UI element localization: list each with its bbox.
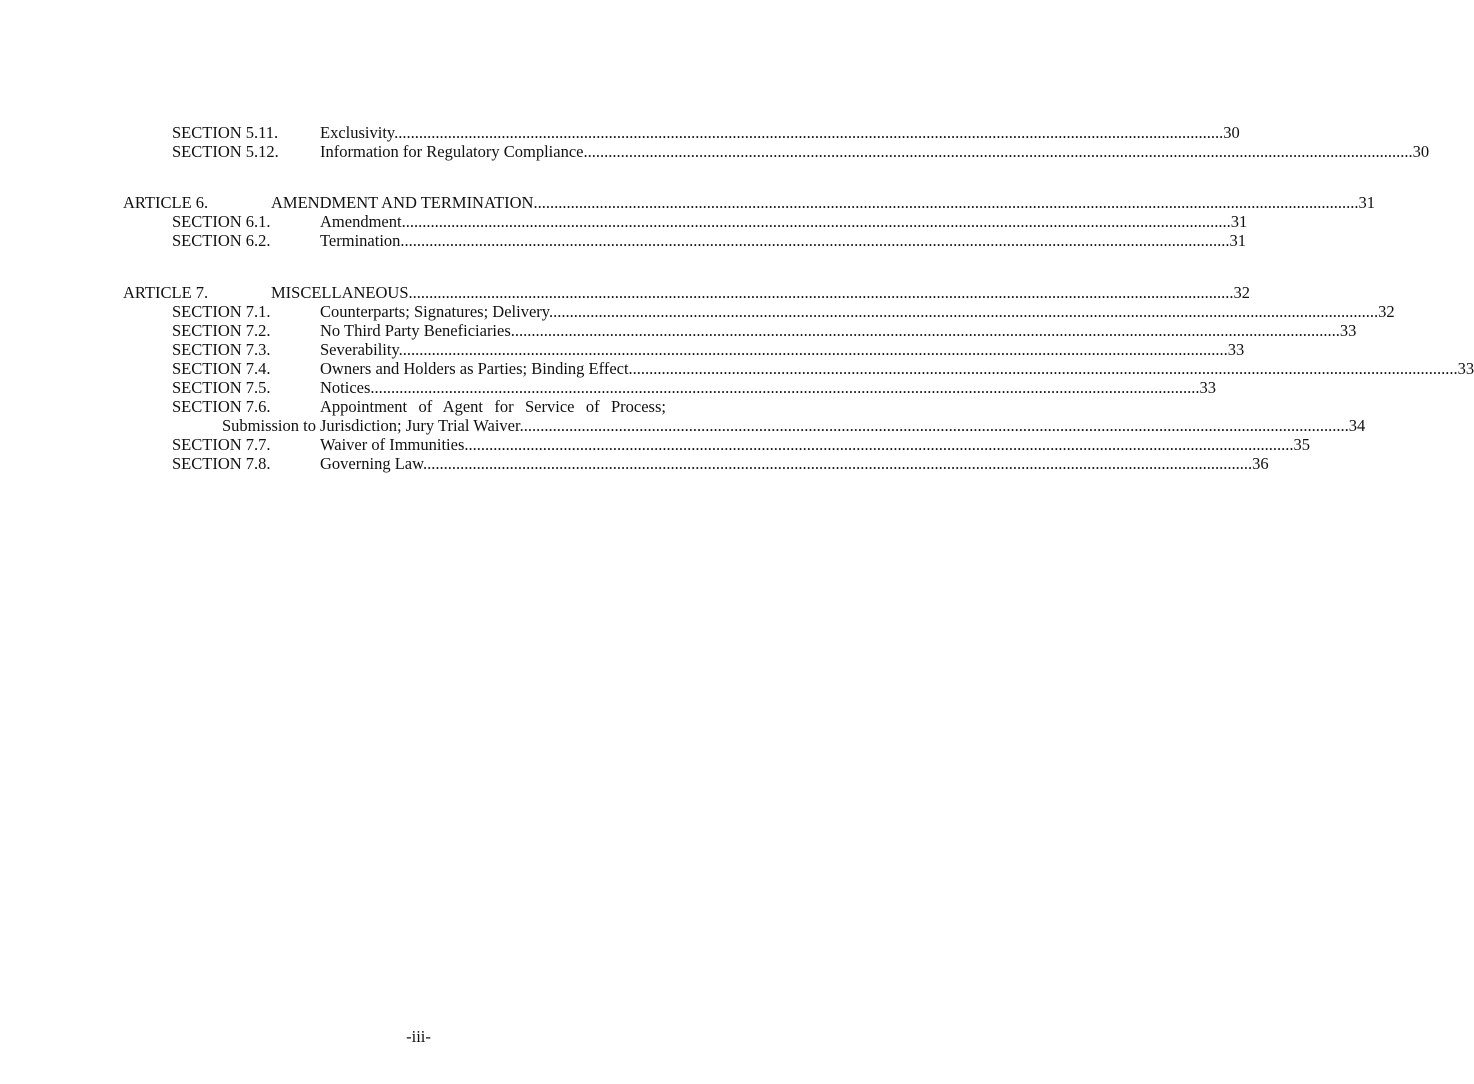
- section-label: SECTION 6.1.: [172, 212, 271, 231]
- page-number: 33: [1339, 321, 1357, 340]
- dot-leader: ........................................................................................................................................................................................................: [404, 231, 1230, 250]
- section-title: Severability.: [320, 340, 403, 359]
- article-label: ARTICLE 7.: [123, 283, 209, 302]
- dot-leader: ........................................................................................................................................................................................................: [398, 123, 1224, 142]
- section-title: Appointment of Agent for Service of Process;: [320, 397, 666, 416]
- dot-leader: ........................................................................................................................................................................................................: [374, 378, 1200, 397]
- toc-entry: [0, 123, 1240, 142]
- page-number: 30: [1223, 123, 1240, 142]
- section-label: SECTION 7.8.: [172, 454, 271, 473]
- section-label: SECTION 7.3.: [172, 340, 271, 359]
- article-title: MISCELLANEOUS: [271, 283, 409, 302]
- dot-leader: ........................................................................................................................................................................................................: [427, 454, 1253, 473]
- dot-leader: ........................................................................................................................................................................................................: [402, 340, 1228, 359]
- section-title: Amendment.: [320, 212, 406, 231]
- toc-entry: [0, 454, 1269, 473]
- toc-entry: [0, 378, 1217, 397]
- section-title: Counterparts; Signatures; Delivery.: [320, 302, 554, 321]
- toc-entry: [0, 340, 1245, 359]
- article-label: ARTICLE 6.: [123, 193, 209, 212]
- dot-leader: ........................................................................................................................................................................................................: [632, 359, 1458, 378]
- toc-entry: [0, 302, 1395, 321]
- page-number: 32: [1233, 283, 1251, 302]
- section-label: SECTION 7.6.: [172, 397, 271, 416]
- toc-article: [0, 283, 1251, 302]
- section-label: SECTION 7.5.: [172, 378, 271, 397]
- dot-leader: ........................................................................................................................................................................................................: [533, 193, 1359, 212]
- section-title: Exclusivity.: [320, 123, 399, 142]
- section-label: SECTION 7.7.: [172, 435, 271, 454]
- page-number: 33: [1227, 340, 1245, 359]
- dot-leader: ........................................................................................................................................................................................................: [405, 212, 1231, 231]
- toc-entry: [0, 321, 1357, 340]
- dot-leader: ........................................................................................................................................................................................................: [523, 416, 1349, 435]
- section-title: No Third Party Beneficiaries.: [320, 321, 515, 340]
- section-title-prefix: Submission to: [222, 416, 316, 435]
- toc-entry-continuation: [0, 416, 1366, 435]
- section-title: Jurisdiction; Jury Trial Waiver.: [320, 416, 524, 435]
- section-title: Waiver of Immunities.: [320, 435, 469, 454]
- section-label: SECTION 7.2.: [172, 321, 271, 340]
- dot-leader: ........................................................................................................................................................................................................: [408, 283, 1234, 302]
- page-number: 36: [1252, 454, 1269, 473]
- page-number: 35: [1293, 435, 1311, 454]
- page-footer-number: -iii-: [406, 1027, 431, 1046]
- section-title: Governing Law.: [320, 454, 428, 473]
- dot-leader: ........................................................................................................................................................................................................: [514, 321, 1340, 340]
- toc-entry: [0, 231, 1247, 250]
- section-title: Information for Regulatory Compliance.: [320, 142, 588, 161]
- toc-article: [0, 193, 1375, 212]
- toc-entry: [0, 435, 1311, 454]
- section-label: SECTION 5.12.: [172, 142, 279, 161]
- page-number: 31: [1230, 212, 1248, 231]
- section-title: Termination.: [320, 231, 405, 250]
- dot-leader: ........................................................................................................................................................................................................: [587, 142, 1413, 161]
- page-number: 30: [1412, 142, 1430, 161]
- section-label: SECTION 7.1.: [172, 302, 271, 321]
- dot-leader: ........................................................................................................................................................................................................: [468, 435, 1294, 454]
- toc-entry: [0, 397, 837, 416]
- section-label: SECTION 7.4.: [172, 359, 271, 378]
- page-number: 33: [1199, 378, 1217, 397]
- page-number: 32: [1378, 302, 1395, 321]
- page-number: 33: [1457, 359, 1474, 378]
- page-number: 34: [1348, 416, 1366, 435]
- page-number: 31: [1358, 193, 1375, 212]
- toc-entry: [0, 212, 1248, 231]
- section-title: Owners and Holders as Parties; Binding Effect.: [320, 359, 633, 378]
- section-label: SECTION 6.2.: [172, 231, 271, 250]
- dot-leader: ........................................................................................................................................................................................................: [553, 302, 1379, 321]
- toc-entry: [0, 359, 1474, 378]
- toc-entry: [0, 142, 1430, 161]
- article-title: AMENDMENT AND TERMINATION: [271, 193, 534, 212]
- section-label: SECTION 5.11.: [172, 123, 279, 142]
- section-title: Notices.: [320, 378, 375, 397]
- page-number: 31: [1229, 231, 1247, 250]
